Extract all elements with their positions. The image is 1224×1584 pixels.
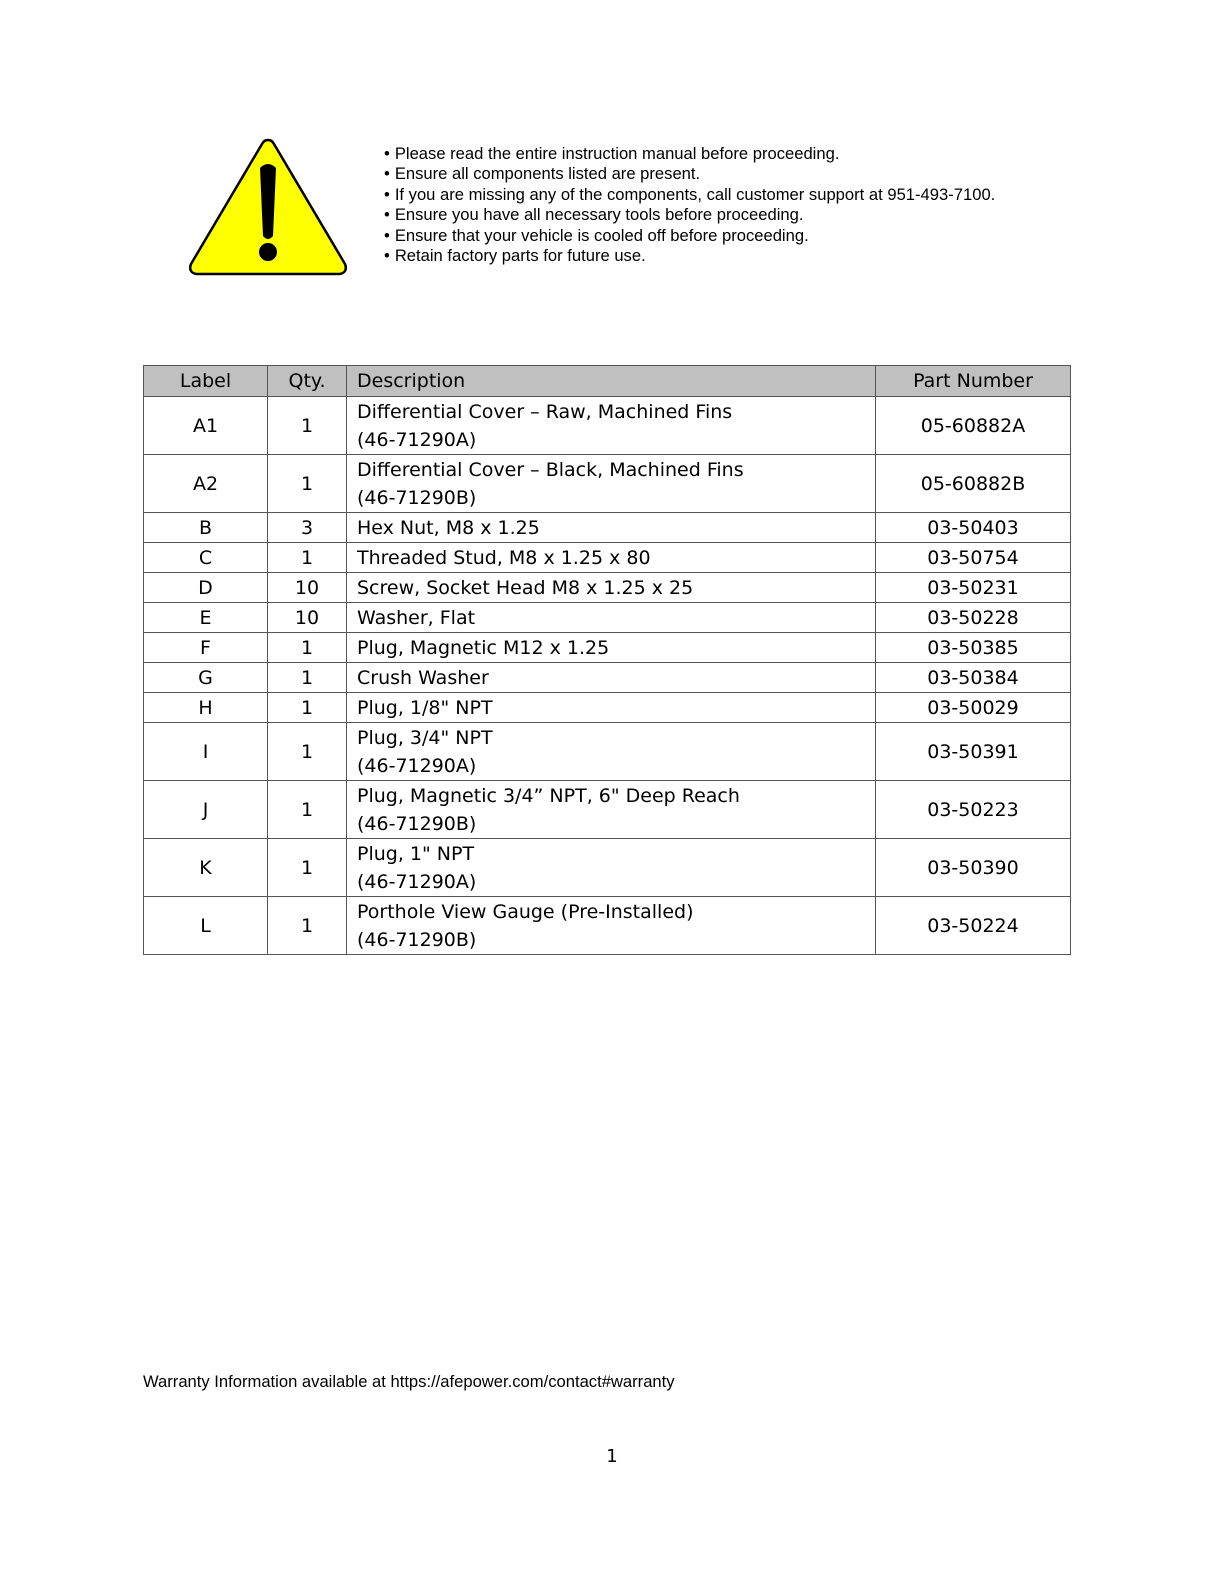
cell-label: L — [144, 897, 268, 955]
cell-qty: 1 — [268, 693, 347, 723]
safety-note: • Retain factory parts for future use. — [384, 246, 995, 266]
description-line: Plug, 3/4" NPT — [357, 726, 493, 749]
cell-description — [347, 663, 876, 693]
cell-description — [347, 455, 876, 513]
cell-part-number: 03-50754 — [876, 543, 1071, 573]
cell-label: F — [144, 633, 268, 663]
cell-part-number: 05-60882B — [876, 455, 1071, 513]
description-line: (46-71290B) — [357, 486, 477, 509]
cell-part-number: 03-50029 — [876, 693, 1071, 723]
table-row — [144, 397, 1071, 455]
cell-label: A1 — [144, 397, 268, 455]
safety-note: • Please read the entire instruction manual before proceeding. — [384, 144, 995, 164]
cell-qty: 3 — [268, 513, 347, 543]
warning-triangle-icon — [188, 136, 348, 278]
cell-qty: 10 — [268, 573, 347, 603]
table-header-row — [144, 366, 1071, 397]
description-line: (46-71290A) — [357, 428, 477, 451]
table-row — [144, 543, 1071, 573]
cell-description — [347, 573, 876, 603]
cell-part-number: 03-50228 — [876, 603, 1071, 633]
cell-description — [347, 397, 876, 455]
cell-part-number: 03-50224 — [876, 897, 1071, 955]
table-row — [144, 781, 1071, 839]
description-line: Porthole View Gauge (Pre-Installed) — [357, 900, 694, 923]
table-row — [144, 603, 1071, 633]
cell-label: E — [144, 603, 268, 633]
safety-note: • Ensure that your vehicle is cooled off before proceeding. — [384, 226, 995, 246]
cell-label: G — [144, 663, 268, 693]
cell-qty: 1 — [268, 897, 347, 955]
cell-part-number: 03-50231 — [876, 573, 1071, 603]
cell-label: D — [144, 573, 268, 603]
cell-description — [347, 633, 876, 663]
table-row — [144, 693, 1071, 723]
cell-part-number: 03-50384 — [876, 663, 1071, 693]
cell-description — [347, 513, 876, 543]
cell-qty: 1 — [268, 543, 347, 573]
description-line: Washer, Flat — [357, 606, 476, 629]
warranty-note: Warranty Information available at https://afepower.com/contact#warranty — [143, 1372, 675, 1391]
column-header-qty: Qty. — [268, 366, 347, 397]
table-row — [144, 663, 1071, 693]
description-line: Differential Cover – Raw, Machined Fins — [357, 400, 733, 423]
table-row — [144, 573, 1071, 603]
cell-part-number: 05-60882A — [876, 397, 1071, 455]
cell-qty: 1 — [268, 839, 347, 897]
cell-description — [347, 897, 876, 955]
table-row — [144, 897, 1071, 955]
cell-label: A2 — [144, 455, 268, 513]
column-header-description: Description — [347, 366, 876, 397]
description-line: Screw, Socket Head M8 x 1.25 x 25 — [357, 576, 694, 599]
cell-part-number: 03-50223 — [876, 781, 1071, 839]
cell-part-number: 03-50403 — [876, 513, 1071, 543]
cell-part-number: 03-50385 — [876, 633, 1071, 663]
parts-table — [143, 365, 1071, 955]
cell-part-number: 03-50390 — [876, 839, 1071, 897]
description-line: Differential Cover – Black, Machined Fins — [357, 458, 744, 481]
table-row — [144, 723, 1071, 781]
cell-qty: 1 — [268, 633, 347, 663]
safety-note: • Ensure all components listed are present. — [384, 164, 995, 184]
cell-description — [347, 781, 876, 839]
cell-description — [347, 839, 876, 897]
cell-qty: 1 — [268, 455, 347, 513]
page-number: 1 — [606, 1446, 618, 1467]
cell-qty: 10 — [268, 603, 347, 633]
table-row — [144, 455, 1071, 513]
cell-qty: 1 — [268, 397, 347, 455]
cell-label: J — [144, 781, 268, 839]
description-line: Plug, Magnetic 3/4” NPT, 6" Deep Reach — [357, 784, 740, 807]
cell-qty: 1 — [268, 663, 347, 693]
cell-qty: 1 — [268, 781, 347, 839]
description-line: Plug, Magnetic M12 x 1.25 — [357, 636, 610, 659]
table-row — [144, 633, 1071, 663]
description-line: Plug, 1/8" NPT — [357, 696, 493, 719]
cell-description — [347, 543, 876, 573]
safety-notes-list — [384, 144, 995, 266]
description-line: (46-71290B) — [357, 812, 477, 835]
safety-note: • If you are missing any of the components, call customer support at 951-493-7100. — [384, 185, 995, 205]
cell-label: B — [144, 513, 268, 543]
cell-label: K — [144, 839, 268, 897]
safety-note: • Ensure you have all necessary tools before proceeding. — [384, 205, 995, 225]
cell-label: C — [144, 543, 268, 573]
description-line: (46-71290A) — [357, 754, 477, 777]
cell-label: H — [144, 693, 268, 723]
description-line: (46-71290B) — [357, 928, 477, 951]
cell-description — [347, 723, 876, 781]
description-line: Plug, 1" NPT — [357, 842, 475, 865]
description-line: Hex Nut, M8 x 1.25 — [357, 516, 540, 539]
column-header-label: Label — [144, 366, 268, 397]
description-line: (46-71290A) — [357, 870, 477, 893]
description-line: Crush Washer — [357, 666, 489, 689]
cell-description — [347, 603, 876, 633]
table-row — [144, 513, 1071, 543]
cell-description — [347, 693, 876, 723]
parts-table-body — [144, 397, 1071, 955]
column-header-part-number: Part Number — [876, 366, 1071, 397]
description-line: Threaded Stud, M8 x 1.25 x 80 — [357, 546, 651, 569]
cell-label: I — [144, 723, 268, 781]
table-row — [144, 839, 1071, 897]
cell-part-number: 03-50391 — [876, 723, 1071, 781]
cell-qty: 1 — [268, 723, 347, 781]
